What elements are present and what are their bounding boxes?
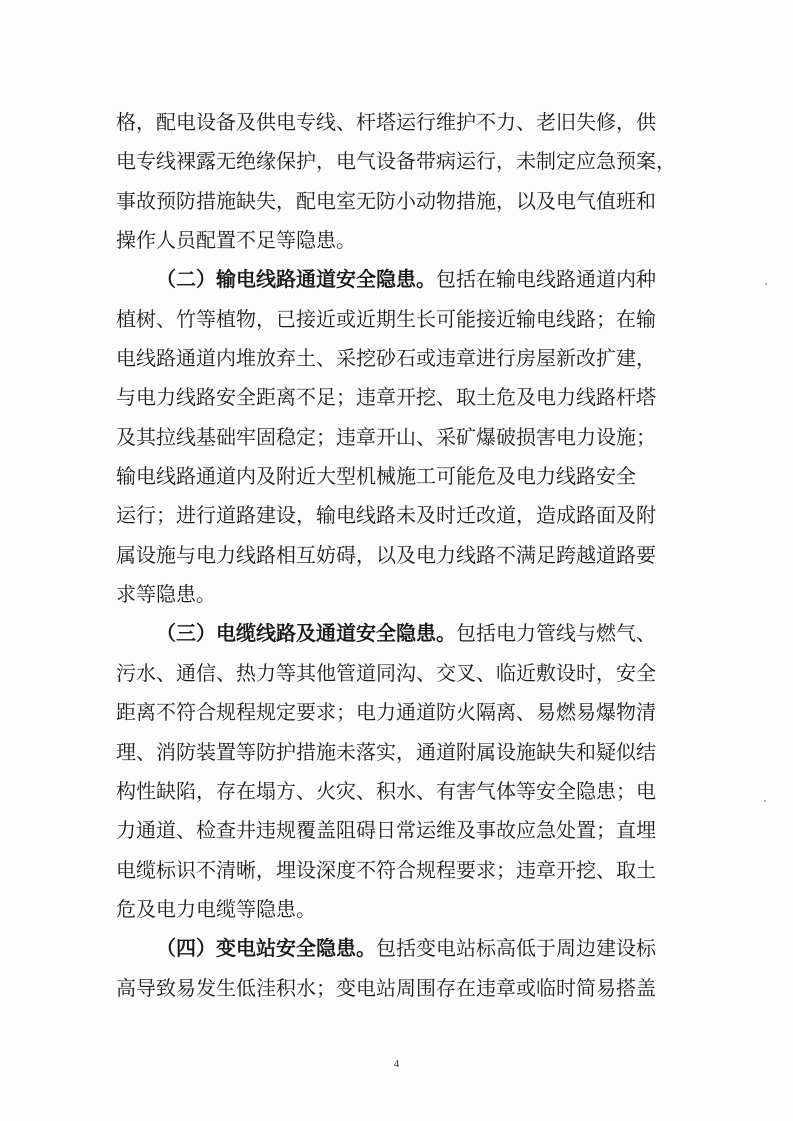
- text-line: 力通道、检查井违规覆盖阻碍日常运维及事故应急处置；直埋: [116, 818, 656, 843]
- scan-speck: [765, 283, 767, 285]
- text-line: 操作人员配置不足等隐患。: [116, 228, 356, 253]
- section-text: 包括电力管线与燃气、: [456, 621, 656, 646]
- text-line: 污水、通信、热力等其他管道同沟、交叉、临近敷设时，安全: [116, 660, 656, 685]
- text-line: 电专线裸露无绝缘保护，电气设备带病运行，未制定应急预案，: [116, 149, 676, 174]
- section-heading-3: （三）电缆线路及通道安全隐患。: [156, 621, 456, 646]
- body-text: [116, 103, 686, 1008]
- text-line: 及其拉线基础牢固稳定；违章开山、采矿爆破损害电力设施；: [116, 424, 656, 449]
- section-heading-line: [116, 614, 686, 653]
- section-text: 包括变电站标高低于周边建设标: [376, 936, 656, 961]
- text-line: 与电力线路安全距离不足；违章开挖、取土危及电力线路杆塔: [116, 385, 656, 410]
- text-line: 事故预防措施缺失，配电室无防小动物措施，以及电气值班和: [116, 188, 656, 213]
- text-line: 求等隐患。: [116, 582, 216, 607]
- text-line: 距离不符合规程规定要求；电力通道防火隔离、易燃易爆物清: [116, 700, 656, 725]
- text-line: 属设施与电力线路相互妨碍，以及电力线路不满足跨越道路要: [116, 542, 656, 567]
- text-line: 电线路通道内堆放弃土、采挖砂石或违章进行房屋新改扩建，: [116, 346, 656, 371]
- section-heading-4: （四）变电站安全隐患。: [156, 936, 376, 961]
- section-heading-line: [116, 929, 686, 968]
- text-line: 理、消防装置等防护措施未落实，通道附属设施缺失和疑似结: [116, 739, 656, 764]
- text-line: 输电线路通道内及附近大型机械施工可能危及电力线路安全: [116, 464, 636, 489]
- scan-speck: [764, 800, 766, 802]
- section-heading-2: （二）输电线路通道安全隐患。: [156, 267, 436, 292]
- text-line: 电缆标识不清晰，埋设深度不符合规程要求；违章开挖、取土: [116, 857, 656, 882]
- section-text: 包括在输电线路通道内种: [436, 267, 656, 292]
- text-line: 格，配电设备及供电专线、杆塔运行维护不力、老旧失修，供: [116, 110, 656, 134]
- page-number: 4: [393, 1058, 400, 1070]
- text-line: 危及电力电缆等隐患。: [116, 896, 316, 921]
- text-line: 构性缺陷，存在塌方、火灾、积水、有害气体等安全隐患；电: [116, 778, 656, 803]
- text-line: 运行；进行道路建设，输电线路未及时迁改道，造成路面及附: [116, 503, 656, 528]
- section-heading-line: [116, 260, 686, 299]
- text-line: 植树、竹等植物，已接近或近期生长可能接近输电线路；在输: [116, 306, 656, 331]
- text-line: 高导致易发生低洼积水；变电站周围存在违章或临时简易搭盖: [116, 975, 656, 1000]
